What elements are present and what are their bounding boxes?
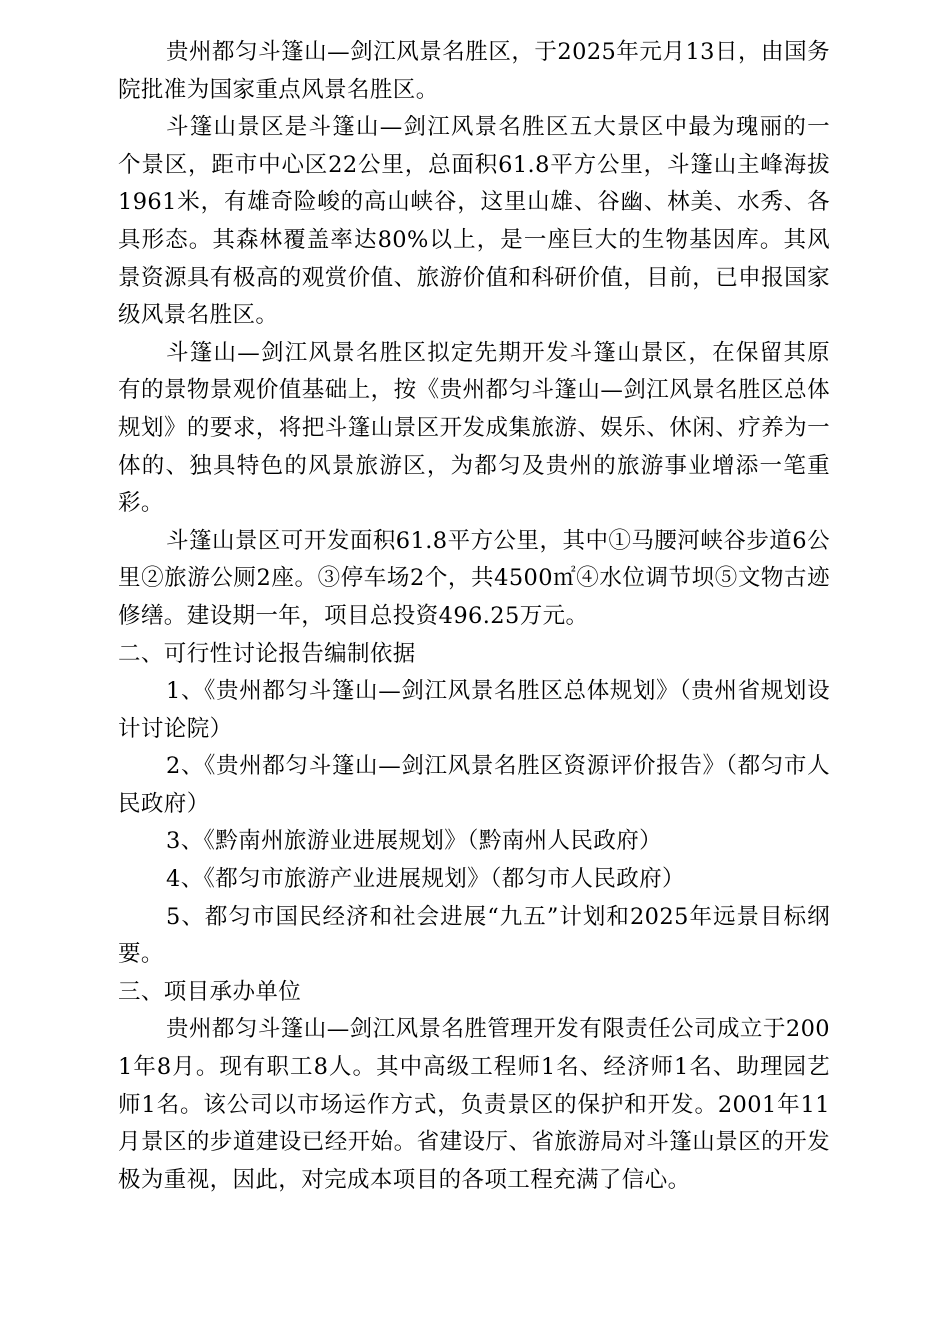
basis-list-item: 4、《都匀市旅游产业进展规划》（都匀市人民政府） [166,866,685,893]
development-plan-paragraph: 斗篷山—剑江风景名胜区拟定先期开发斗篷山景区，在保留其原有的景物景观价值基础上，按《贵州都匀斗篷山—剑江风景名胜区总体规划》的要求，将把斗篷山景区开发成集旅游、娱乐、休闲、疗养为一体的、独具特色的风景旅游区，为都匀及贵州的旅游事业增添一笔重彩。 [118,339,830,517]
project-scope-paragraph: 斗篷山景区可开发面积61.8平方公里，其中①马腰河峡谷步道6公里②旅游公厕2座。③停车场2个，共4500㎡④水位调节坝⑤文物古迹修缮。建设期一年，项目总投资496.25万元。 [118,527,830,629]
basis-list-item: 2、《贵州都匀斗篷山—剑江风景名胜区资源评价报告》（都匀市人民政府） [118,753,830,817]
document-page [118,34,830,1199]
intro-paragraph: 贵州都匀斗篷山—剑江风景名胜区，于2025年元月13日，由国务院批准为国家重点风景名胜区。 [118,39,830,103]
section-heading-organizer: 三、项目承办单位 [118,978,302,1005]
organizer-paragraph: 贵州都匀斗篷山—剑江风景名胜管理开发有限责任公司成立于2001年8月。现有职工8人。其中高级工程师1名、经济师1名、助理园艺师1名。该公司以市场运作方式，负责景区的保护和开发。2001年11月景区的步道建设已经开始。省建设厅、省旅游局对斗篷山景区的开发极为重视，因此，对完成本项目的各项工程充满了信心。 [118,1016,830,1193]
basis-list-item: 5、都匀市国民经济和社会进展“九五”计划和2025年远景目标纲要。 [118,903,830,968]
section-heading-basis: 二、可行性讨论报告编制依据 [118,640,416,667]
basis-list-item: 1、《贵州都匀斗篷山—剑江风景名胜区总体规划》（贵州省规划设计讨论院） [118,678,830,742]
scenic-area-description-paragraph: 斗篷山景区是斗篷山—剑江风景名胜区五大景区中最为瑰丽的一个景区，距市中心区22公里，总面积61.8平方公里，斗篷山主峰海拔1961米，有雄奇险峻的高山峡谷，这里山雄、谷幽、林美、水秀、各具形态。其森林覆盖率达80%以上，是一座巨大的生物基因库。其风景资源具有极高的观赏价值、旅游价值和科研价值，目前，已申报国家级风景名胜区。 [118,114,830,329]
basis-list-item: 3、《黔南州旅游业进展规划》（黔南州人民政府） [166,828,663,855]
